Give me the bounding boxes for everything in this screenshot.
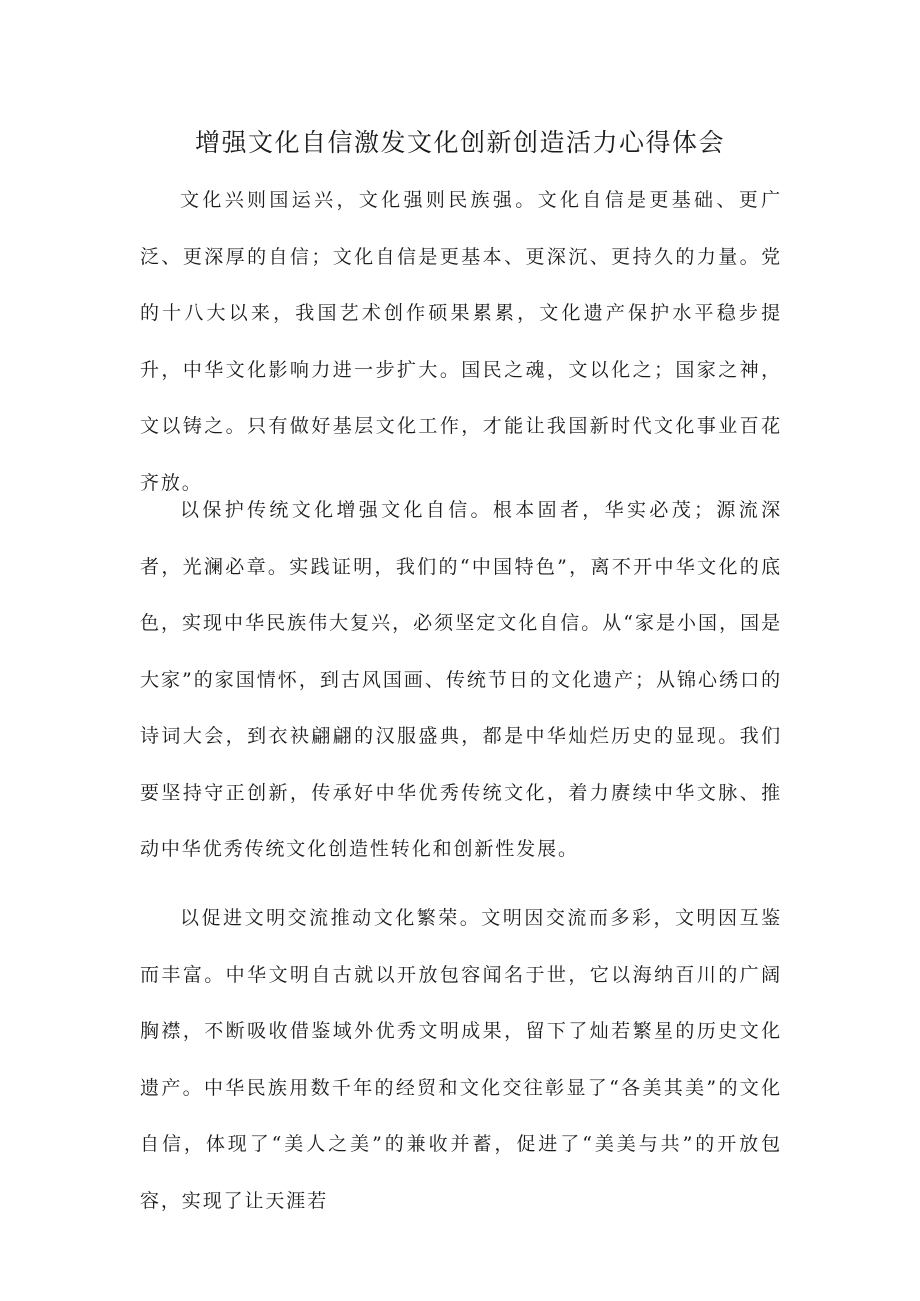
paragraph-civilization-exchange: 以促进文明交流推动文化繁荣。文明因交流而多彩，文明因互鉴而丰富。中华文明自古就以开放包容闻名于世，它以海纳百川的广阔胸襟，不断吸收借鉴域外优秀文明成果，留下了灿若繁星的历史文化遗产。中华民族用数千年的经贸和文化交往彰显了“各美其美”的文化自信，体现了“美人之美”的兼收并蓄，促进了“美美与共”的开放包容，实现了让天涯若 [140, 907, 782, 1212]
paragraph-culture-confidence: 文化兴则国运兴，文化强则民族强。文化自信是更基础、更广泛、更深厚的自信；文化自信是更基本、更深沉、更持久的力量。党的十八大以来，我国艺术创作硕果累累，文化遗产保护水平稳步提升，中华文化影响力进一步扩大。国民之魂，文以化之；国家之神，文以铸之。只有做好基层文化工作，才能让我国新时代文化事业百花齐放。 [140, 189, 782, 494]
paragraph-protect-traditional-culture: 以保护传统文化增强文化自信。根本固者，华实必茂；源流深者，光澜必章。实践证明，我们的“中国特色”，离不开中华文化的底色，实现中华民族伟大复兴，必须坚定文化自信。从“家是小国，国是大家”的家国情怀，到古风国画、传统节日的文化遗产；从锦心绣口的诗词大会，到衣袂翩翩的汉服盛典，都是中华灿烂历史的显现。我们要坚持守正创新，传承好中华优秀传统文化，着力赓续中华文脉、推动中华优秀传统文化创造性转化和创新性发展。 [140, 499, 782, 860]
document-title: 增强文化自信激发文化创新创造活力心得体会 [194, 128, 725, 157]
